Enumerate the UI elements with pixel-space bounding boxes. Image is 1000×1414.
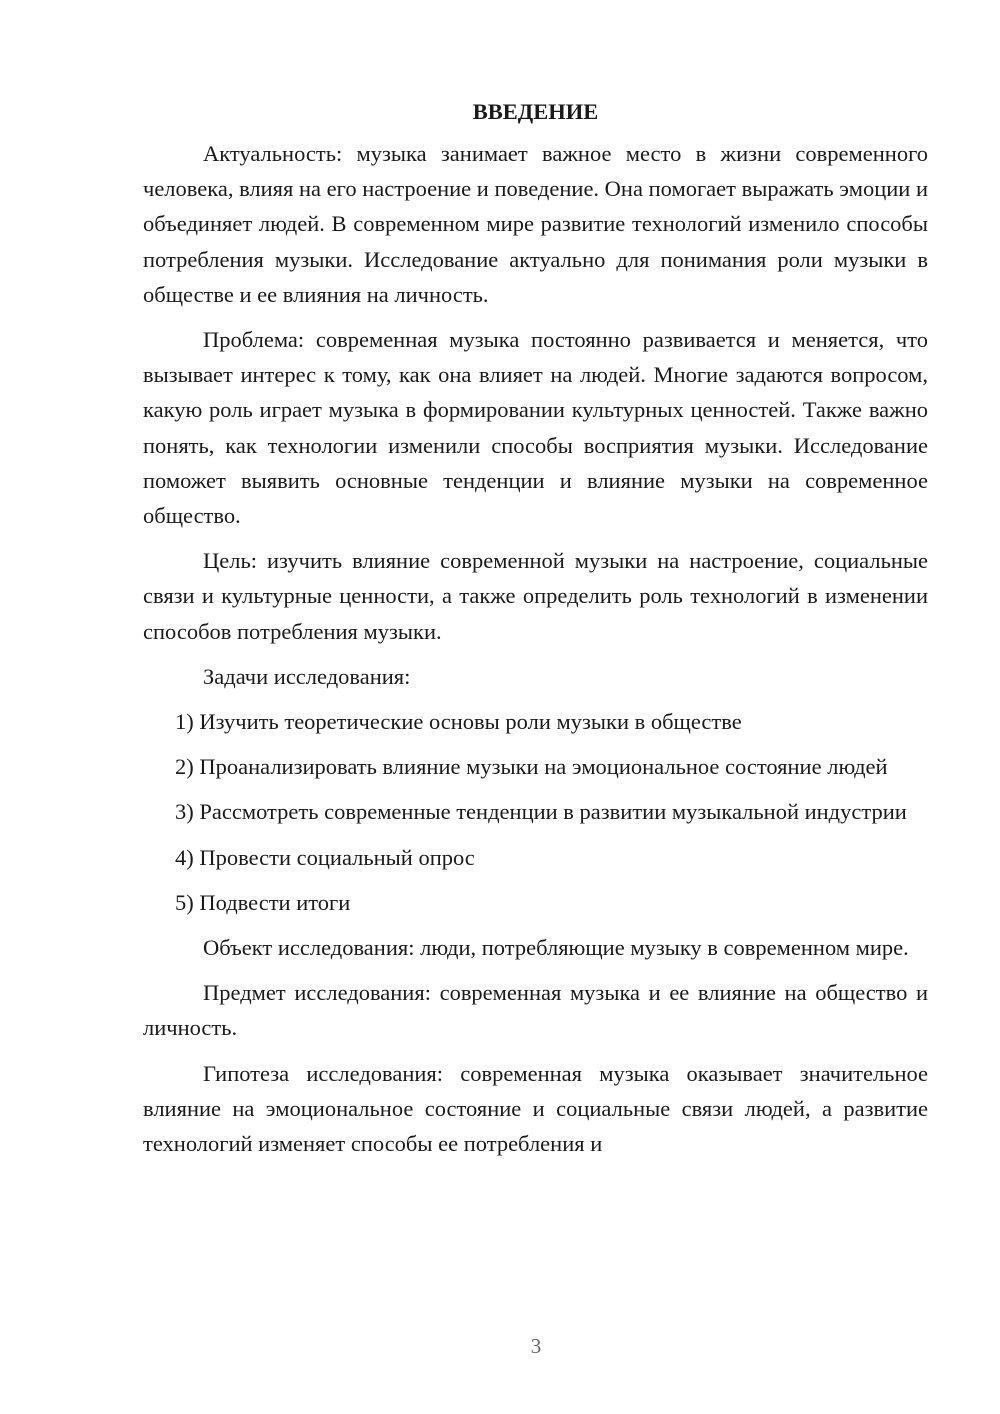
paragraph-goal: Цель: изучить влияние современной музыки на настроение, социальные связи и культурные ценности, а также определить роль технологий в изменении способов потребления музыки. [143,548,928,644]
section-title: ВВЕДЕНИЕ [472,99,599,124]
page-content [143,96,928,1171]
task-item-1: 1) Изучить теоретические основы роли музыки в обществе [175,709,742,735]
task-item-5: 5) Подвести итоги [175,889,351,915]
paragraph-object: Объект исследования: люди, потребляющие музыку в современном мире. [203,935,909,961]
paragraph-hypothesis: Гипотеза исследования: современная музыка оказывает значительное влияние на эмоциональное состояние и социальные связи людей, а развитие технологий изменяет способы ее потребления и [143,1060,928,1157]
paragraph-relevance: Актуальность: музыка занимает важное место в жизни современного человека, влияя на его настроение и поведение. Она помогает выражать эмоции и объединяет людей. В современном мире развитие технологий изменило способы потребления музыки. Исследование актуально для понимания роли музыки в обществе и ее влияния на личность. [143,141,928,307]
page-number: 3 [530,1334,542,1358]
paragraph-subject: Предмет исследования: современная музыка и ее влияние на общество и личность. [143,980,928,1041]
tasks-heading: Задачи исследования: [203,663,411,689]
task-item-3: 3) Рассмотреть современные тенденции в развитии музыкальной индустрии [175,799,907,825]
task-item-2: 2) Проанализировать влияние музыки на эмоциональное состояние людей [175,754,888,780]
paragraph-problem: Проблема: современная музыка постоянно развивается и меняется, что вызывает интерес к тому, как она влияет на людей. Многие задаются вопросом, какую роль играет музыка в формировании культурных ценностей. Также важно понять, как технологии изменили способы восприятия музыки. Исследование поможет выявить основные тенденции и влияние музыки на современное общество. [143,327,928,529]
task-item-4: 4) Провести социальный опрос [175,844,475,870]
